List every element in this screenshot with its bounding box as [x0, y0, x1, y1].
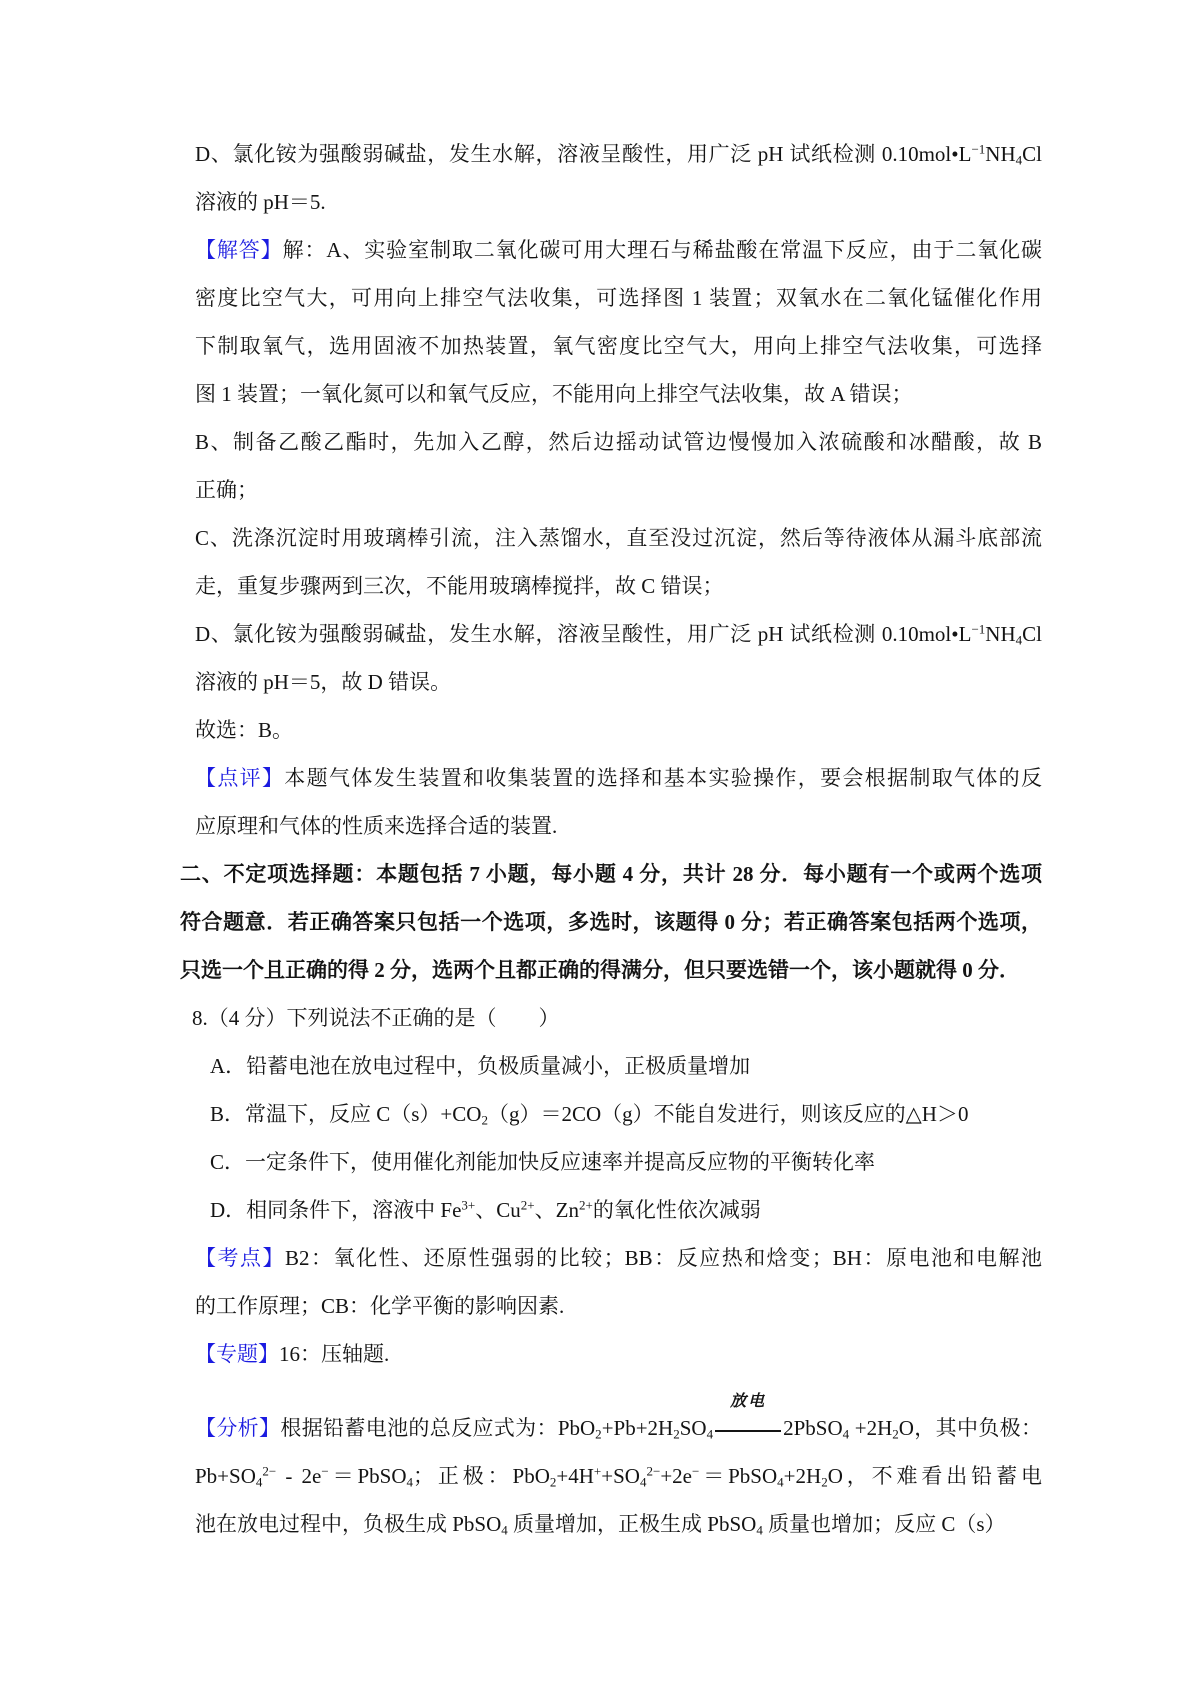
text-line [180, 850, 1042, 898]
text-line [195, 1282, 1042, 1330]
text-line [195, 322, 1042, 370]
text-run: D．相同条件下，溶液中 Fe [210, 1198, 462, 1222]
text-run: 的氧化性依次减弱 [592, 1198, 761, 1222]
text-run: 应原理和气体的性质来选择合适的装置. [195, 814, 558, 838]
subscript: 4 [639, 1474, 647, 1490]
text-run: 密度比空气大，可用向上排空气法收集，可选择图 1 装置；双氧水在二氧化锰催化作用 [195, 286, 1042, 310]
subscript: 2 [595, 1426, 602, 1442]
text-run: 池在放电过程中，负极生成 PbSO [195, 1512, 502, 1536]
text-line [195, 226, 1042, 274]
text-run: A．铅蓄电池在放电过程中，负极质量减小，正极质量增加 [210, 1054, 751, 1078]
superscript: + [593, 1463, 602, 1479]
text-run: 质量增加，正极生成 PbSO [507, 1512, 757, 1536]
text-run: NH [985, 142, 1016, 166]
text-line [195, 610, 1042, 658]
text-run: 溶液的 pH＝5，故 D 错误。 [195, 670, 452, 694]
text-line [195, 658, 1042, 706]
text-run: 16：压轴题. [279, 1342, 390, 1366]
text-run: C．一定条件下，使用催化剂能加快反应速率并提高反应物的平衡转化率 [210, 1150, 876, 1174]
text-run: +SO [601, 1464, 640, 1488]
superscript: 2− [262, 1463, 277, 1479]
text-line [195, 562, 1042, 610]
text-line [195, 514, 1042, 562]
text-run: 本题气体发生装置和收集装置的选择和基本实验操作，要会根据制取气体的反 [284, 766, 1042, 790]
text-run: 、Cu [475, 1198, 521, 1222]
superscript: 3+ [461, 1197, 476, 1213]
text-line [210, 1042, 1042, 1090]
text-run: B2：氧化性、还原性强弱的比较；BB：反应热和焓变；BH：原电池和电解池 [285, 1246, 1042, 1270]
section-label: 【点评】 [195, 766, 285, 790]
text-line [195, 1234, 1042, 1282]
paragraph [195, 226, 1042, 418]
text-run: 图 1 装置；一氧化氮可以和氧气反应，不能用向上排空气法收集，故 A 错误； [195, 382, 913, 406]
text-line [195, 1500, 1042, 1548]
subscript: 2 [821, 1474, 828, 1490]
paragraph [210, 1090, 1042, 1138]
paragraph [180, 850, 1042, 994]
text-run: D、氯化铵为强酸弱碱盐，发生水解，溶液呈酸性，用广泛 pH 试纸检测 0.10mol•L [195, 142, 972, 166]
subscript: 2 [549, 1474, 557, 1490]
text-line [210, 1186, 1042, 1234]
text-run: 解：A、实验室制取二氧化碳可用大理石与稀盐酸在常温下反应，由于二氧化碳 [282, 238, 1042, 262]
text-run: ＝PbSO [699, 1464, 778, 1488]
paragraph [195, 418, 1042, 514]
paragraph [195, 754, 1042, 850]
paragraph [210, 1042, 1042, 1090]
paragraph [192, 994, 1042, 1042]
text-line [195, 1452, 1042, 1500]
paragraph [195, 514, 1042, 610]
text-run: ；正极：PbO [413, 1464, 550, 1488]
superscript: 2− [646, 1463, 661, 1479]
paragraph [195, 1234, 1042, 1330]
subscript: 4 [756, 1522, 763, 1538]
subscript: 4 [777, 1474, 784, 1490]
text-run: Pb+SO [195, 1464, 256, 1488]
text-line [180, 946, 1042, 994]
superscript: −1 [971, 141, 986, 157]
text-line [180, 898, 1042, 946]
subscript: 4 [1015, 632, 1023, 648]
text-run: SO [679, 1416, 707, 1440]
text-run: 符合题意．若正确答案只包括一个选项，多选时，该题得 0 分；若正确答案包括两个选项， [180, 910, 1042, 934]
text-run: C、洗涤沉淀时用玻璃棒引流，注入蒸馏水，直至没过沉淀，然后等待液体从漏斗底部流 [195, 526, 1042, 550]
text-run: O，其中负极： [898, 1416, 1043, 1440]
text-run: B．常温下，反应 C（s）+CO [210, 1102, 482, 1126]
text-run: Cl [1022, 142, 1042, 166]
text-line [195, 370, 1042, 418]
text-run: O，不难看出铅蓄电 [827, 1464, 1042, 1488]
text-run: - 2e [276, 1464, 322, 1488]
text-run: 下制取氧气，选用固液不加热装置，氧气密度比空气大，用向上排空气法收集，可选择 [195, 334, 1042, 358]
paragraph [195, 130, 1042, 226]
superscript: 2+ [520, 1197, 535, 1213]
section-label: 【分析】 [195, 1416, 281, 1440]
text-run: +2H [783, 1464, 822, 1488]
text-line [192, 994, 1042, 1042]
text-run: B、制备乙酸乙酯时，先加入乙醇，然后边摇动试管边慢慢加入浓硫酸和冰醋酸，故 B [195, 430, 1042, 454]
text-run: D、氯化铵为强酸弱碱盐，发生水解，溶液呈酸性，用广泛 pH 试纸检测 0.10mol•L [195, 622, 972, 646]
text-run: 二、不定项选择题：本题包括 7 小题，每小题 4 分，共计 28 分．每小题有一个或两个选项 [180, 862, 1042, 886]
text-run: +2H [849, 1416, 893, 1440]
superscript: 2+ [578, 1197, 593, 1213]
superscript: −1 [971, 621, 986, 637]
paragraph [195, 1393, 1043, 1548]
text-line [195, 130, 1042, 178]
text-line [195, 754, 1042, 802]
reaction-arrow-line [715, 1430, 781, 1432]
text-run: 正确； [195, 478, 258, 502]
text-run: （g）＝2CO（g）不能自发进行，则该反应的△H＞0 [487, 1102, 969, 1126]
text-run: Cl [1022, 622, 1042, 646]
text-run: +Pb+2H [601, 1416, 674, 1440]
document-content [180, 130, 1042, 1548]
text-line [195, 418, 1042, 466]
text-run: 溶液的 pH＝5. [195, 190, 326, 214]
text-run: +4H [556, 1464, 594, 1488]
text-run: ＝PbSO [328, 1464, 407, 1488]
section-label: 【专题】 [195, 1342, 279, 1366]
superscript: − [692, 1463, 700, 1479]
text-line [195, 178, 1042, 226]
text-run: 故选：B。 [195, 718, 294, 742]
text-run: 只选一个且正确的得 2 分，选两个且都正确的得满分，但只要选错一个，该小题就得 0 分． [180, 958, 1020, 982]
text-run: 8.（4 分）下列说法不正确的是（ ） [192, 1006, 560, 1030]
text-line [210, 1138, 1042, 1186]
subscript: 4 [406, 1474, 413, 1490]
text-line [195, 274, 1042, 322]
superscript: − [321, 1463, 329, 1479]
section-label: 【考点】 [195, 1246, 286, 1270]
reaction-condition-label: 放电 [730, 1393, 767, 1410]
text-run: 走，重复步骤两到三次，不能用玻璃棒搅拌，故 C 错误； [195, 574, 724, 598]
text-run: 、Zn [534, 1198, 579, 1222]
subscript: 4 [255, 1474, 263, 1490]
text-run: NH [985, 622, 1016, 646]
subscript: 2 [892, 1426, 899, 1442]
subscript: 2 [481, 1112, 488, 1128]
paragraph [195, 706, 1042, 754]
text-run: 质量也增加；反应 C（s） [762, 1512, 1006, 1536]
text-line [195, 1393, 1043, 1452]
text-line [195, 802, 1042, 850]
paragraph [195, 1330, 1042, 1378]
subscript: 2 [673, 1426, 680, 1442]
subscript: 4 [706, 1426, 714, 1442]
text-run: +2e [660, 1464, 693, 1488]
section-label: 【解答】 [195, 238, 283, 262]
text-run: 根据铅蓄电池的总反应式为：PbO [280, 1416, 596, 1440]
text-line [195, 466, 1042, 514]
paragraph [210, 1186, 1042, 1234]
reaction-condition-arrow [715, 1393, 781, 1436]
text-line [195, 1330, 1042, 1378]
subscript: 4 [501, 1522, 508, 1538]
text-run: 的工作原理；CB：化学平衡的影响因素. [195, 1294, 565, 1318]
subscript: 4 [1015, 152, 1023, 168]
text-run: 2PbSO [783, 1416, 843, 1440]
subscript: 4 [842, 1426, 850, 1442]
paragraph [210, 1138, 1042, 1186]
text-line [195, 706, 1042, 754]
paragraph [195, 610, 1042, 706]
text-line [210, 1090, 1042, 1138]
